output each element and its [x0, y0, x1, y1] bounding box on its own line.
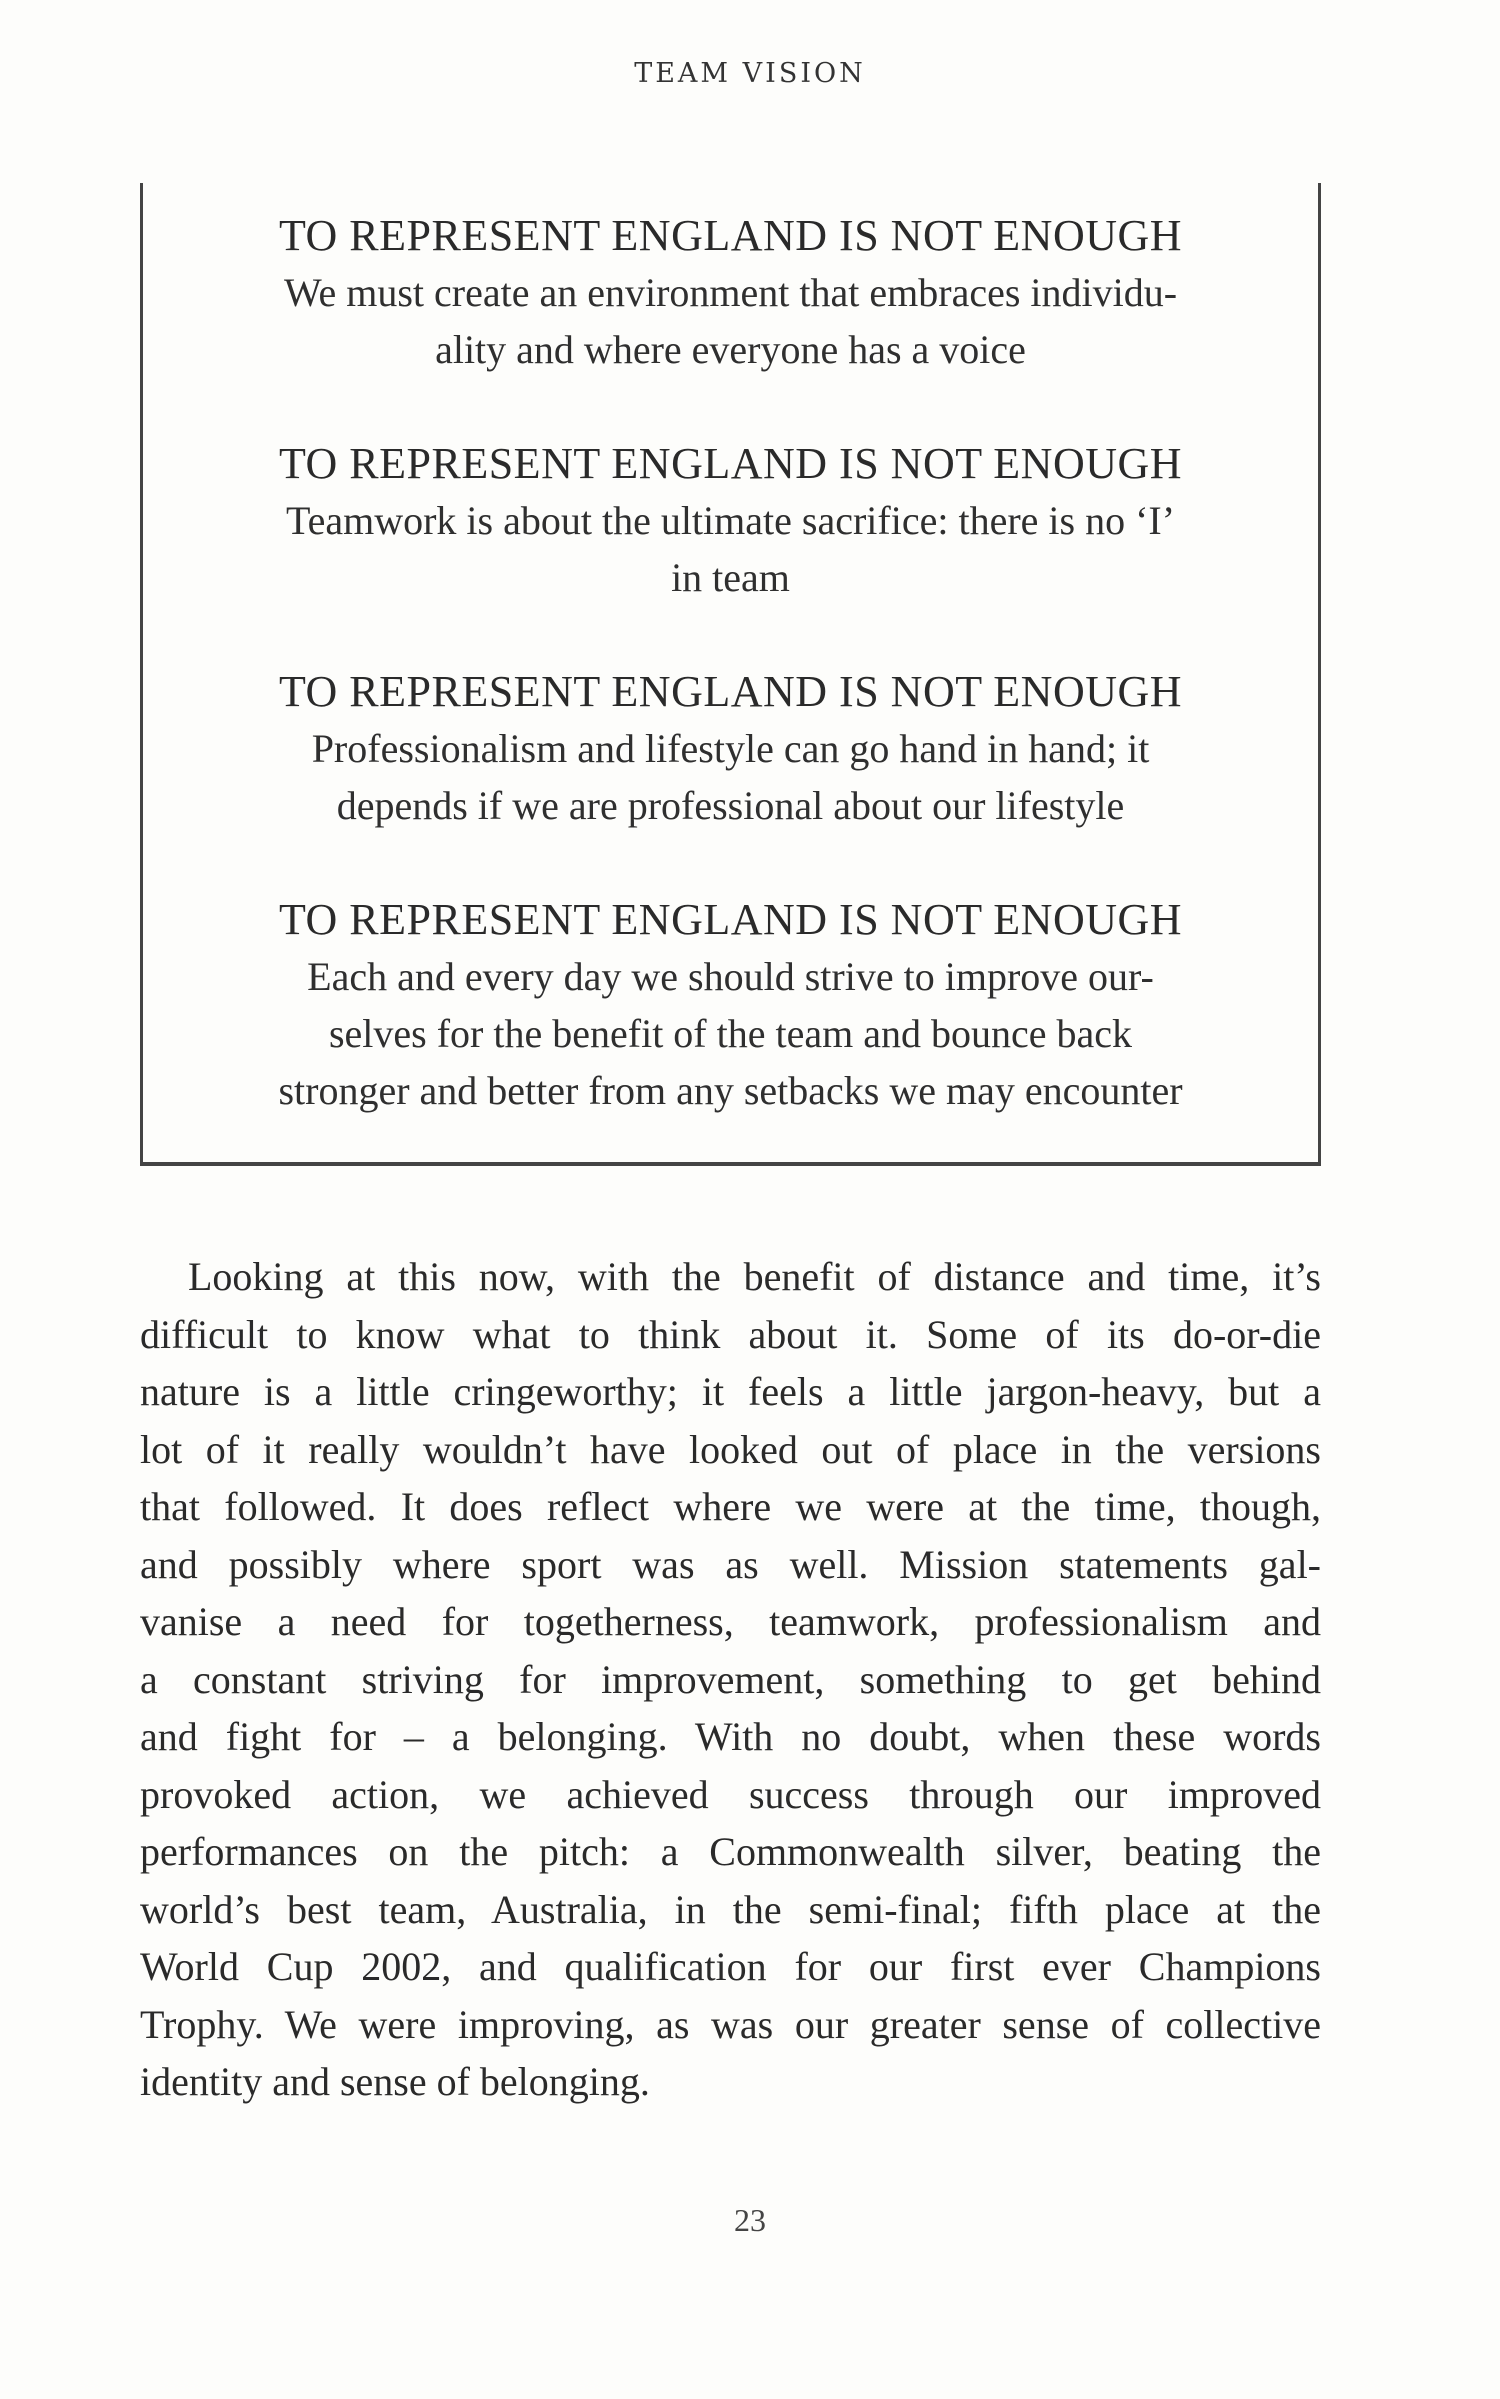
statement-line: in team — [671, 555, 790, 600]
statement-line: Each and every day we should strive to improve our- — [307, 954, 1154, 999]
statement-line: Professionalism and lifestyle can go hand in hand; it — [311, 726, 1150, 771]
body-line: difficult to know what to think about it. Some of its do-or-die — [140, 1311, 1321, 1357]
mission-statement — [143, 207, 1318, 378]
body-line: and possibly where sport was as well. Mission statements gal- — [140, 1541, 1321, 1587]
statement-line: stronger and better from any setbacks we may encounter — [278, 1068, 1183, 1113]
body-paragraph — [140, 1248, 1321, 2111]
body-line: identity and sense of belonging. — [140, 2059, 650, 2104]
statement-line: Teamwork is about the ultimate sacrifice: there is no ‘I’ — [285, 498, 1176, 543]
mission-statement-box — [140, 183, 1321, 1166]
body-line: World Cup 2002, and qualification for our first ever Champions — [140, 1944, 1321, 1989]
statement-line: depends if we are professional about our lifestyle — [336, 783, 1125, 828]
body-line: provoked action, we achieved success through our improved — [140, 1771, 1321, 1817]
statement-headline: TO REPRESENT ENGLAND IS NOT ENOUGH — [278, 667, 1183, 716]
body-line: nature is a little cringeworthy; it feels a little jargon-heavy, but a — [140, 1369, 1321, 1414]
body-line: Trophy. We were improving, as was our greater sense of collective — [140, 2001, 1321, 2047]
body-line: Looking at this now, with the benefit of distance and time, it’s — [188, 1254, 1321, 1299]
body-line: a constant striving for improvement, something to get behind — [140, 1656, 1321, 1702]
body-line: performances on the pitch: a Commonwealth silver, beating the — [140, 1829, 1321, 1874]
body-line: that followed. It does reflect where we were at the time, though, — [140, 1484, 1321, 1529]
mission-statement — [143, 663, 1318, 834]
body-line: and fight for – a belonging. With no doubt, when these words — [140, 1714, 1321, 1759]
statement-line: ality and where everyone has a voice — [435, 327, 1026, 372]
body-line: lot of it really wouldn’t have looked out of place in the versions — [140, 1426, 1321, 1472]
running-head: TEAM VISION — [634, 58, 866, 89]
body-line: world’s best team, Australia, in the semi-final; fifth place at the — [140, 1886, 1321, 1932]
page-number: 23 — [734, 2202, 766, 2238]
statement-line: selves for the benefit of the team and bounce back — [328, 1011, 1132, 1056]
body-line: vanise a need for togetherness, teamwork, professionalism and — [140, 1599, 1321, 1644]
mission-statement — [143, 891, 1318, 1119]
mission-statement — [143, 435, 1318, 606]
statement-headline: TO REPRESENT ENGLAND IS NOT ENOUGH — [278, 211, 1183, 260]
statement-line: We must create an environment that embraces individu- — [283, 270, 1178, 315]
statement-headline: TO REPRESENT ENGLAND IS NOT ENOUGH — [278, 895, 1183, 944]
statement-headline: TO REPRESENT ENGLAND IS NOT ENOUGH — [278, 439, 1183, 488]
